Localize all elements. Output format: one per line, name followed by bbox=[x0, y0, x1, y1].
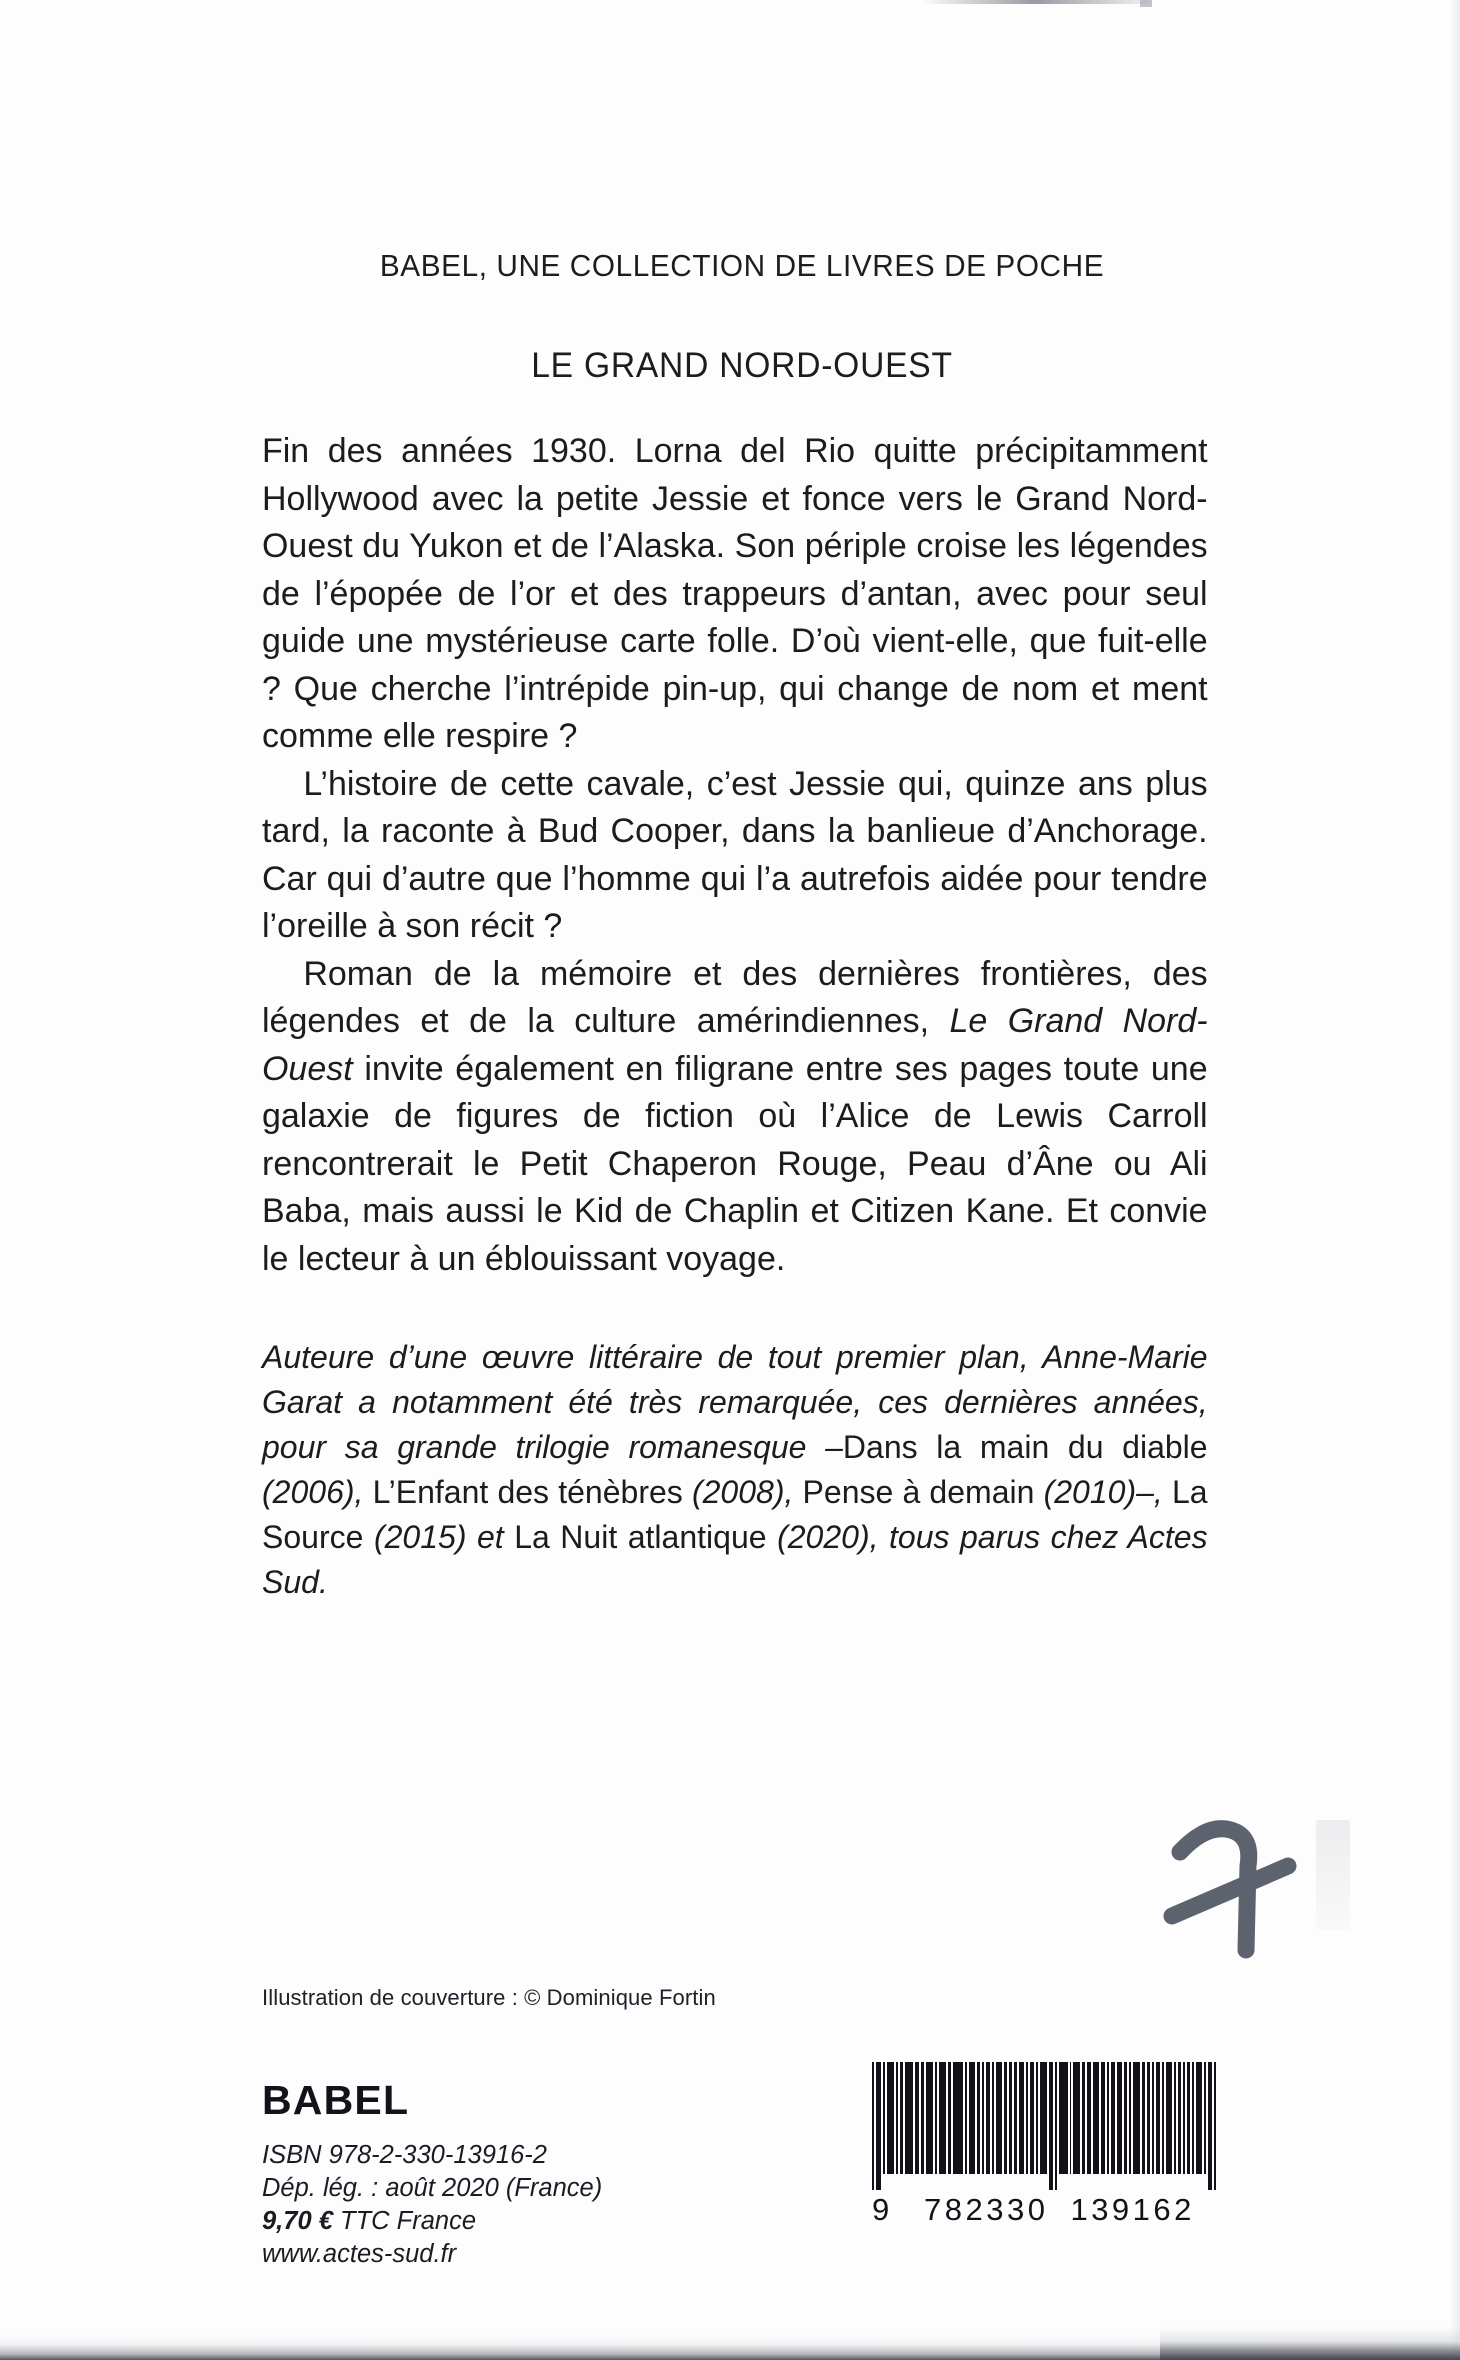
barcode-bar bbox=[1059, 2062, 1068, 2174]
bio-work-title-2: L’Enfant des ténèbres bbox=[372, 1474, 683, 1510]
barcode-bar bbox=[896, 2062, 898, 2174]
barcode-digits bbox=[872, 2192, 1218, 2228]
author-bio-paragraph bbox=[262, 1335, 1208, 1605]
barcode-bar bbox=[1166, 2062, 1172, 2174]
blurb-section bbox=[262, 428, 1208, 1283]
barcode-bar bbox=[1082, 2062, 1085, 2174]
barcode-bar bbox=[872, 2062, 874, 2190]
price-suffix: TTC France bbox=[332, 2207, 477, 2235]
barcode-bar bbox=[876, 2062, 881, 2190]
author-bio-section bbox=[262, 1335, 1208, 1605]
bio-work-title-3: Pense à demain bbox=[802, 1474, 1035, 1510]
barcode-bar bbox=[935, 2062, 937, 2174]
imprint-details bbox=[262, 2139, 782, 2271]
bio-work-title-4: La Source bbox=[262, 1474, 1208, 1555]
barcode-lead-digit: 9 bbox=[872, 2192, 891, 2227]
blurb-paragraph-3 bbox=[262, 951, 1208, 1284]
bio-work-title-1: Dans la main du diable bbox=[842, 1429, 1208, 1465]
barcode-bar bbox=[1196, 2062, 1202, 2174]
blurb-p3-text-before: Roman de la mémoire et des dernières frontières, des légendes et de la culture amérindiennes, bbox=[262, 954, 1208, 1040]
barcode-bar bbox=[939, 2062, 946, 2174]
barcode-bar bbox=[1214, 2062, 1216, 2190]
price-line bbox=[262, 2205, 782, 2238]
barcode-bar bbox=[926, 2062, 933, 2174]
barcode-bar bbox=[1147, 2062, 1150, 2174]
publisher-website: www.actes-sud.fr bbox=[262, 2240, 457, 2268]
bio-work-year-2: (2008), bbox=[682, 1474, 803, 1510]
barcode-bar bbox=[982, 2062, 984, 2174]
barcode-right-group: 139162 bbox=[1070, 2192, 1195, 2227]
barcode-bar bbox=[1107, 2062, 1109, 2174]
barcode-bar bbox=[1070, 2062, 1072, 2174]
barcode-bar bbox=[1030, 2062, 1034, 2174]
blurb-paragraph-1: Fin des années 1930. Lorna del Rio quitte précipitamment Hollywood avec la petite Jessie et fonce vers le Grand Nord-Ouest du Yukon et de l’Alaska. Son périple croise les légendes de l’épopée de l’or et des trappeurs d’antan, avec pour seul guide une mystérieuse carte folle. D’où vient-elle, que fuit-elle ? Que cherche l’intrépide pin-up, qui change de nom et ment comme elle respire ? bbox=[262, 432, 1208, 755]
bio-text-outro: tous parus chez Actes Sud. bbox=[262, 1519, 1208, 1600]
barcode-bar bbox=[1192, 2062, 1194, 2174]
bio-work-year-5: (2020), bbox=[766, 1519, 889, 1555]
barcode-bar bbox=[1111, 2062, 1115, 2174]
barcode-bar bbox=[1142, 2062, 1145, 2174]
cover-text-column bbox=[262, 0, 1222, 1605]
barcode-bar bbox=[965, 2062, 967, 2174]
faint-scan-smudge bbox=[1316, 1820, 1350, 1930]
scan-edge-artifact-right bbox=[1450, 0, 1460, 2360]
imprint-logo-babel: BABEL bbox=[262, 2077, 410, 2123]
barcode-bar bbox=[1156, 2062, 1160, 2174]
barcode-bar bbox=[969, 2062, 975, 2174]
barcode-bar bbox=[1124, 2062, 1128, 2174]
blurb-p3-italic-title: Le Grand Nord-Ouest bbox=[262, 1002, 1208, 1088]
scan-edge-artifact-bottom-right bbox=[1160, 2326, 1460, 2360]
bio-text-intro: Auteure d’une œuvre littéraire de tout premier plan, Anne-Marie Garat a notamment été très remarquée, ces dernières années, pour sa grande trilogie romanesque – bbox=[262, 1339, 1208, 1465]
barcode-bar bbox=[1009, 2062, 1012, 2174]
barcode-bar bbox=[1101, 2062, 1105, 2174]
barcode-bar bbox=[1087, 2062, 1091, 2174]
barcode-bar bbox=[1040, 2062, 1047, 2174]
barcode-bar bbox=[905, 2062, 913, 2174]
barcode-bar bbox=[1183, 2062, 1185, 2174]
barcode-bar bbox=[986, 2062, 990, 2174]
barcode-bar bbox=[921, 2062, 924, 2174]
legal-deposit-line: Dép. lég. : août 2020 (France) bbox=[262, 2174, 603, 2202]
bio-work-year-3: (2010)–, bbox=[1034, 1474, 1172, 1510]
barcode-bar bbox=[900, 2062, 904, 2174]
barcode-bar bbox=[887, 2062, 894, 2174]
blurb-p3-text-after: invite également en filigrane entre ses pages toute une galaxie de figures de fiction où l’Alice de Lewis Carroll rencontrerait le Petit Chaperon Rouge, Peau d’Âne ou Ali Baba, mais aussi le Kid de Chaplin et Citizen Kane. Et convie le lecteur à un éblouissant voyage. bbox=[262, 1049, 1208, 1278]
barcode-bar bbox=[1004, 2062, 1007, 2174]
bio-work-year-4: (2015) et bbox=[363, 1519, 515, 1555]
barcode-bar bbox=[1204, 2062, 1206, 2174]
barcode-bar bbox=[1026, 2062, 1028, 2174]
blurb-paragraph-2: L’histoire de cette cavale, c’est Jessie qui, quinze ans plus tard, la raconte à Bud Cooper, dans la banlieue d’Anchorage. Car qui d’autre que l’homme qui l’a autrefois aidée pour tendre l’oreille à son récit ? bbox=[262, 764, 1208, 945]
barcode-bar bbox=[1187, 2062, 1191, 2174]
barcode-bar bbox=[1093, 2062, 1099, 2174]
barcode-bar bbox=[1162, 2062, 1164, 2174]
barcode-bar bbox=[883, 2062, 885, 2174]
barcode-bar bbox=[1117, 2062, 1122, 2174]
barcode-bar bbox=[1208, 2062, 1212, 2190]
price-value: 9,70 € bbox=[262, 2207, 333, 2235]
barcode-bar bbox=[953, 2062, 964, 2174]
barcode-bar bbox=[1049, 2062, 1053, 2190]
barcode-bar bbox=[948, 2062, 951, 2174]
barcode-bar bbox=[1014, 2062, 1018, 2174]
barcode-bars bbox=[872, 2062, 1218, 2190]
handwritten-seven-icon bbox=[1148, 1800, 1318, 1970]
barcode-bar bbox=[1178, 2062, 1181, 2174]
isbn-barcode bbox=[872, 2062, 1218, 2228]
bio-work-year-1: (2006), bbox=[262, 1474, 373, 1510]
barcode-bar bbox=[1036, 2062, 1038, 2174]
barcode-bar bbox=[1129, 2062, 1131, 2174]
barcode-bar bbox=[1055, 2062, 1057, 2190]
barcode-bar bbox=[996, 2062, 1002, 2174]
isbn-line: ISBN 978-2-330-13916-2 bbox=[262, 2141, 547, 2169]
imprint-block bbox=[262, 2077, 782, 2271]
barcode-bar bbox=[1174, 2062, 1176, 2174]
barcode-bar bbox=[1152, 2062, 1154, 2174]
cover-illustration-credit: Illustration de couverture : © Dominique Fortin bbox=[262, 1985, 716, 2010]
barcode-bar bbox=[1133, 2062, 1140, 2174]
barcode-bar bbox=[1073, 2062, 1080, 2174]
bio-work-title-5: La Nuit atlantique bbox=[514, 1519, 767, 1555]
barcode-bar bbox=[915, 2062, 919, 2174]
barcode-left-group: 782330 bbox=[924, 2192, 1049, 2227]
barcode-bar bbox=[977, 2062, 980, 2174]
barcode-bar bbox=[1019, 2062, 1024, 2174]
barcode-bar bbox=[992, 2062, 994, 2174]
collection-header: BABEL, UNE COLLECTION DE LIVRES DE POCHE bbox=[379, 248, 1105, 283]
page-title: LE GRAND NORD-OUEST bbox=[531, 346, 953, 385]
